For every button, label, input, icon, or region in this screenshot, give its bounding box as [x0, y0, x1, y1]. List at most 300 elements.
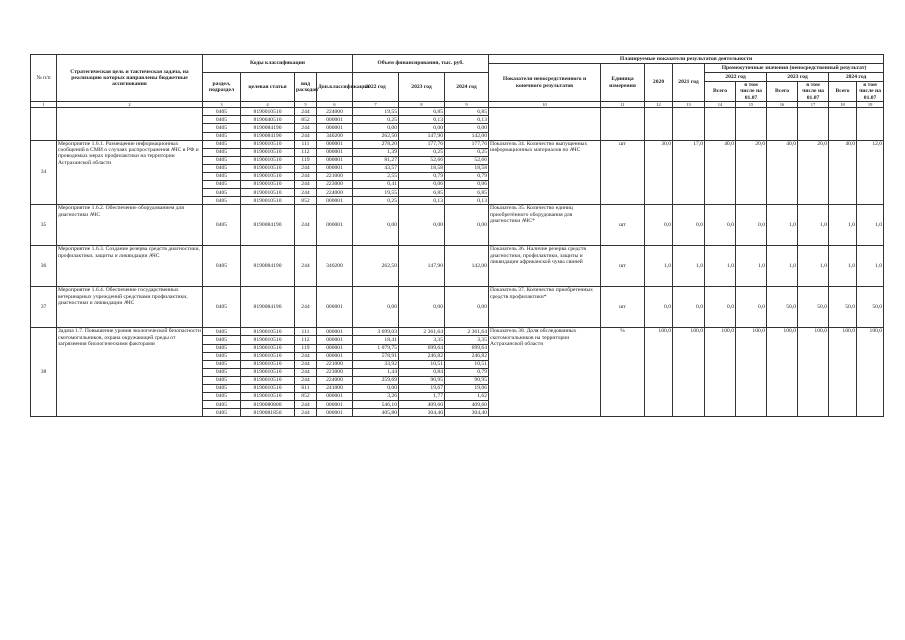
value-cell: 1,0 — [798, 246, 829, 287]
column-number: 19 — [857, 102, 884, 108]
razdel-cell: 0405 — [203, 116, 241, 124]
column-number: 6 — [317, 102, 353, 108]
value-cell: 1,0 — [829, 205, 857, 246]
celevaya-cell: 8190010510 — [241, 172, 295, 180]
unit-cell: шт — [601, 287, 645, 328]
razdel-cell: 0405 — [203, 148, 241, 156]
fin-2024-cell: 0,00 — [445, 287, 489, 328]
header-incl-2024: в том числе на 01.07 — [857, 82, 884, 102]
event-cell — [57, 108, 203, 140]
value-cell: 0,0 — [736, 287, 767, 328]
vid-cell: 244 — [295, 108, 317, 116]
celevaya-cell: 8190010510 — [241, 360, 295, 368]
razdel-cell: 0405 — [203, 124, 241, 132]
fin-2022-cell: 405,80 — [353, 409, 399, 417]
header-total-2024: Всего — [829, 82, 857, 102]
dop-cell: 000001 — [317, 116, 353, 124]
table-row — [31, 108, 884, 116]
celevaya-cell: 8190010510 — [241, 376, 295, 384]
vid-cell: 244 — [295, 360, 317, 368]
fin-2022-cell: 3,26 — [353, 393, 399, 401]
razdel-cell: 0405 — [203, 205, 241, 246]
razdel-cell: 0405 — [203, 197, 241, 205]
indicator-cell: Показатель 34. Количество выпущенных информационных материалов по АЧС — [489, 140, 601, 205]
fin-2022-cell: 0,00 — [353, 287, 399, 328]
indicator-cell: Показатель 35. Количество единиц приобретённого оборудования для диагностики АЧС* — [489, 205, 601, 246]
column-number: 15 — [736, 102, 767, 108]
dop-cell: 000001 — [317, 352, 353, 360]
column-number: 3 — [203, 102, 241, 108]
celevaya-cell: 8190081850 — [241, 409, 295, 417]
fin-2023-cell: 147,90 — [399, 132, 445, 140]
vid-cell: 852 — [295, 393, 317, 401]
event-cell: Мероприятие 1.6.1. Размещение информационных сообщений в СМИ о случаях распространения АЧС в РФ и проводимых мерах профилактики на территории Астраханской области — [57, 140, 203, 205]
fin-2024-cell: 1,62 — [445, 393, 489, 401]
value-cell — [645, 108, 673, 140]
event-cell: Мероприятие 1.6.2. Обеспечение оборудованием для диагностики АЧС — [57, 205, 203, 246]
table-row — [31, 287, 884, 328]
value-cell: 50,0 — [829, 287, 857, 328]
fin-2022-cell: 0,00 — [353, 124, 399, 132]
fin-2022-cell: 262,50 — [353, 246, 399, 287]
fin-2022-cell: 19,55 — [353, 189, 399, 197]
num-cell: 34 — [31, 140, 57, 205]
razdel-cell: 0405 — [203, 164, 241, 172]
dop-cell: 224000 — [317, 189, 353, 197]
value-cell — [673, 108, 705, 140]
fin-2023-cell: 0,00 — [399, 124, 445, 132]
header-2020: 2020 — [645, 64, 673, 102]
header-2022: 2022 год — [353, 73, 399, 102]
fin-2022-cell: 3 699,03 — [353, 328, 399, 336]
celevaya-cell: 8190010510 — [241, 352, 295, 360]
celevaya-cell: 8190084190 — [241, 124, 295, 132]
value-cell — [767, 108, 798, 140]
fin-2024-cell: 90,95 — [445, 376, 489, 384]
header-unit: Единица измерения — [601, 64, 645, 102]
fin-2022-cell: 262,50 — [353, 132, 399, 140]
event-cell: Мероприятие 1.6.3. Создание резерва средств диагностики, профилактики, защиты и ликвидации АЧС — [57, 246, 203, 287]
razdel-cell: 0405 — [203, 376, 241, 384]
value-cell: 100,0 — [857, 328, 884, 417]
vid-cell: 111 — [295, 140, 317, 148]
header-total-2023: Всего — [767, 82, 798, 102]
unit-cell: % — [601, 328, 645, 417]
fin-2023-cell: 0,79 — [399, 172, 445, 180]
razdel-cell: 0405 — [203, 409, 241, 417]
fin-2023-cell: 409,60 — [399, 401, 445, 409]
razdel-cell: 0405 — [203, 352, 241, 360]
header-i2023: 2023 год — [767, 73, 829, 82]
dop-cell: 000001 — [317, 393, 353, 401]
value-cell: 0,0 — [705, 287, 736, 328]
fin-2024-cell: 6,85 — [445, 108, 489, 116]
column-number: 4 — [241, 102, 295, 108]
header-i2024: 2024 год — [829, 73, 884, 82]
fin-2024-cell: 142,00 — [445, 132, 489, 140]
column-number: 11 — [601, 102, 645, 108]
event-cell: Задача 1.7. Повышение уровня экологической безопасности скотомогильников, охрана окружающей среды от загрязнения биологическими факторами — [57, 328, 203, 417]
fin-2022-cell: 19,55 — [353, 108, 399, 116]
value-cell: 40,0 — [829, 140, 857, 205]
value-cell: 100,0 — [829, 328, 857, 417]
celevaya-cell: 8190010510 — [241, 368, 295, 376]
fin-2024-cell: 304,40 — [445, 409, 489, 417]
header-finance: Объем финансирования, тыс. руб. — [353, 55, 489, 73]
value-cell: 0,0 — [673, 205, 705, 246]
celevaya-cell: 8190010510 — [241, 189, 295, 197]
unit-cell: шт — [601, 205, 645, 246]
budget-table — [30, 54, 884, 417]
vid-cell: 244 — [295, 409, 317, 417]
column-number: 13 — [673, 102, 705, 108]
fin-2022-cell: 0,25 — [353, 116, 399, 124]
vid-cell: 244 — [295, 287, 317, 328]
column-number: 12 — [645, 102, 673, 108]
dop-cell: 224000 — [317, 376, 353, 384]
fin-2024-cell: 142,00 — [445, 246, 489, 287]
column-number: 10 — [489, 102, 601, 108]
column-number: 9 — [445, 102, 489, 108]
column-number: 2 — [57, 102, 203, 108]
celevaya-cell: 8190010510 — [241, 385, 295, 393]
razdel-cell: 0405 — [203, 140, 241, 148]
celevaya-cell: 8190010510 — [241, 140, 295, 148]
value-cell: 0,0 — [645, 205, 673, 246]
num-cell: 37 — [31, 287, 57, 328]
fin-2024-cell: 246,82 — [445, 352, 489, 360]
num-cell: 35 — [31, 205, 57, 246]
dop-cell: 000001 — [317, 148, 353, 156]
dop-cell: 223000 — [317, 368, 353, 376]
value-cell: 1,0 — [705, 246, 736, 287]
fin-2023-cell: 90,95 — [399, 376, 445, 384]
fin-2024-cell: 0,79 — [445, 368, 489, 376]
value-cell — [857, 108, 884, 140]
header-2021: 2021 год — [673, 64, 705, 102]
table-row — [31, 328, 884, 336]
value-cell: 0,0 — [645, 287, 673, 328]
fin-2023-cell: 3,35 — [399, 336, 445, 344]
dop-cell: 000001 — [317, 140, 353, 148]
value-cell — [705, 108, 736, 140]
value-cell — [798, 108, 829, 140]
header-indicator: Показатели непосредственного и конечного результатов — [489, 64, 601, 102]
unit-cell: шт — [601, 246, 645, 287]
table-body — [31, 55, 884, 417]
fin-2024-cell: 3,35 — [445, 336, 489, 344]
celevaya-cell: 8190010510 — [241, 108, 295, 116]
dop-cell: 224000 — [317, 108, 353, 116]
fin-2023-cell: 0,25 — [399, 148, 445, 156]
header-razdel: раздел, подраздел — [203, 73, 241, 102]
header-total-2022: Всего — [705, 82, 736, 102]
column-number: 17 — [798, 102, 829, 108]
fin-2023-cell: 699,64 — [399, 344, 445, 352]
vid-cell: 244 — [295, 132, 317, 140]
header-intermediate: Промежуточные значения (непосредственный результат) — [705, 64, 884, 73]
fin-2024-cell: 2 361,64 — [445, 328, 489, 336]
vid-cell: 244 — [295, 401, 317, 409]
fin-2023-cell: 304,40 — [399, 409, 445, 417]
dop-cell: 000001 — [317, 197, 353, 205]
dop-cell: 000001 — [317, 336, 353, 344]
fin-2024-cell: 18,58 — [445, 164, 489, 172]
value-cell: 0,0 — [705, 205, 736, 246]
dop-cell: 223000 — [317, 181, 353, 189]
value-cell: 1,0 — [767, 246, 798, 287]
header-goal: Стратегическая цель и тактическая задача, на реализацию которых направлены бюджетные ассигнования — [57, 55, 203, 102]
header-dop: Доп.классификация — [317, 73, 353, 102]
dop-cell: 221000 — [317, 360, 353, 368]
celevaya-cell: 8190010510 — [241, 148, 295, 156]
num-cell: 38 — [31, 328, 57, 417]
razdel-cell: 0405 — [203, 401, 241, 409]
fin-2023-cell: 10,51 — [399, 360, 445, 368]
num-cell: 36 — [31, 246, 57, 287]
value-cell: 0,0 — [736, 205, 767, 246]
razdel-cell: 0405 — [203, 393, 241, 401]
celevaya-cell: 8190010510 — [241, 181, 295, 189]
fin-2022-cell: 1 079,75 — [353, 344, 399, 352]
indicator-cell: Показатель 36. Наличие резерва средств диагностики, профилактики, защиты и ликвидации африканской чумы свиней — [489, 246, 601, 287]
razdel-cell: 0405 — [203, 368, 241, 376]
fin-2024-cell: 19,06 — [445, 385, 489, 393]
fin-2024-cell: 0,00 — [445, 124, 489, 132]
dop-cell: 340200 — [317, 246, 353, 287]
celevaya-cell: 8190010510 — [241, 164, 295, 172]
fin-2024-cell: 0,00 — [445, 205, 489, 246]
value-cell: 100,0 — [798, 328, 829, 417]
vid-cell: 244 — [295, 164, 317, 172]
value-cell: 1,0 — [798, 205, 829, 246]
vid-cell: 119 — [295, 156, 317, 164]
fin-2022-cell: 2,55 — [353, 172, 399, 180]
fin-2023-cell: 0,13 — [399, 116, 445, 124]
header-incl-2023: в том числе на 01.07 — [798, 82, 829, 102]
vid-cell: 112 — [295, 148, 317, 156]
value-cell: 1,0 — [829, 246, 857, 287]
vid-cell: 244 — [295, 124, 317, 132]
dop-cell: 000001 — [317, 409, 353, 417]
dop-cell: 221000 — [317, 172, 353, 180]
celevaya-cell: 8190010510 — [241, 156, 295, 164]
razdel-cell: 0405 — [203, 385, 241, 393]
value-cell: 100,0 — [736, 328, 767, 417]
razdel-cell: 0405 — [203, 336, 241, 344]
vid-cell: 852 — [295, 116, 317, 124]
fin-2023-cell: 19,67 — [399, 385, 445, 393]
value-cell: 20,0 — [798, 140, 829, 205]
column-number: 5 — [295, 102, 317, 108]
celevaya-cell: 8190084190 — [241, 246, 295, 287]
fin-2024-cell: 409,60 — [445, 401, 489, 409]
celevaya-cell: 8190084190 — [241, 287, 295, 328]
fin-2022-cell: 0,25 — [353, 197, 399, 205]
value-cell: 100,0 — [673, 328, 705, 417]
value-cell: 100,0 — [767, 328, 798, 417]
fin-2023-cell: 0,06 — [399, 181, 445, 189]
razdel-cell: 0405 — [203, 246, 241, 287]
fin-2024-cell: 10,51 — [445, 360, 489, 368]
fin-2022-cell: 259,69 — [353, 376, 399, 384]
vid-cell: 611 — [295, 385, 317, 393]
vid-cell: 244 — [295, 376, 317, 384]
header-npp: № п/п — [31, 55, 57, 102]
value-cell: 20,0 — [736, 140, 767, 205]
value-cell: 40,0 — [767, 140, 798, 205]
dop-cell: 000001 — [317, 156, 353, 164]
table-row — [31, 205, 884, 246]
fin-2024-cell: 0,13 — [445, 197, 489, 205]
fin-2023-cell: 147,90 — [399, 246, 445, 287]
razdel-cell: 0405 — [203, 181, 241, 189]
table-row — [31, 140, 884, 148]
fin-2024-cell: 699,64 — [445, 344, 489, 352]
vid-cell: 244 — [295, 189, 317, 197]
fin-2023-cell: 0,00 — [399, 287, 445, 328]
fin-2022-cell: 81,27 — [353, 156, 399, 164]
fin-2022-cell: 0,41 — [353, 181, 399, 189]
razdel-cell: 0405 — [203, 156, 241, 164]
value-cell: 17,0 — [673, 140, 705, 205]
fin-2023-cell: 52,66 — [399, 156, 445, 164]
column-number: 7 — [353, 102, 399, 108]
column-number: 8 — [399, 102, 445, 108]
vid-cell: 852 — [295, 197, 317, 205]
value-cell: 50,0 — [767, 287, 798, 328]
razdel-cell: 0405 — [203, 287, 241, 328]
vid-cell: 244 — [295, 205, 317, 246]
fin-2024-cell: 0,79 — [445, 172, 489, 180]
indicator-cell: Показатель 38. Доля обследованных скотомогильников на территории Астраханской области — [489, 328, 601, 417]
razdel-cell: 0405 — [203, 360, 241, 368]
fin-2022-cell: 43,57 — [353, 164, 399, 172]
celevaya-cell: 8190010510 — [241, 344, 295, 352]
razdel-cell: 0405 — [203, 328, 241, 336]
fin-2022-cell: 546,10 — [353, 401, 399, 409]
value-cell — [736, 108, 767, 140]
razdel-cell: 0405 — [203, 132, 241, 140]
vid-cell: 112 — [295, 336, 317, 344]
celevaya-cell: 8190010510 — [241, 393, 295, 401]
value-cell: 1,0 — [736, 246, 767, 287]
value-cell: 1,0 — [767, 205, 798, 246]
celevaya-cell: 8190084190 — [241, 132, 295, 140]
celevaya-cell: 8190084190 — [241, 205, 295, 246]
vid-cell: 111 — [295, 328, 317, 336]
value-cell: 100,0 — [645, 328, 673, 417]
fin-2023-cell: 6,85 — [399, 189, 445, 197]
value-cell: 0,0 — [673, 287, 705, 328]
vid-cell: 244 — [295, 246, 317, 287]
celevaya-cell: 8190040510 — [241, 116, 295, 124]
fin-2022-cell: 1,44 — [353, 368, 399, 376]
header-i2022: 2022 год — [705, 73, 767, 82]
num-cell — [31, 108, 57, 140]
celevaya-cell: 8190010510 — [241, 328, 295, 336]
dop-cell: 241000 — [317, 385, 353, 393]
value-cell: 1,0 — [673, 246, 705, 287]
value-cell: 1,0 — [857, 246, 884, 287]
dop-cell: 000001 — [317, 164, 353, 172]
column-number: 1 — [31, 102, 57, 108]
celevaya-cell: 8190010510 — [241, 336, 295, 344]
header-incl-2022: в том числе на 01.07 — [736, 82, 767, 102]
column-number: 16 — [767, 102, 798, 108]
razdel-cell: 0405 — [203, 189, 241, 197]
vid-cell: 244 — [295, 352, 317, 360]
column-number: 18 — [829, 102, 857, 108]
fin-2023-cell: 2 361,64 — [399, 328, 445, 336]
vid-cell: 119 — [295, 344, 317, 352]
fin-2024-cell: 52,66 — [445, 156, 489, 164]
fin-2023-cell: 0,00 — [399, 205, 445, 246]
value-cell: 100,0 — [705, 328, 736, 417]
vid-cell: 244 — [295, 172, 317, 180]
dop-cell: 340200 — [317, 132, 353, 140]
header-celevaya: целевая статья — [241, 73, 295, 102]
value-cell: 1,0 — [645, 246, 673, 287]
indicator-cell: Показатель 37. Количество приобретенных средств профилактики* — [489, 287, 601, 328]
value-cell: 50,0 — [798, 287, 829, 328]
dop-cell: 000001 — [317, 328, 353, 336]
razdel-cell: 0405 — [203, 108, 241, 116]
header-planned: Планируемые показатели результатов деятельности — [489, 55, 884, 64]
budget-document — [30, 54, 883, 417]
table-row — [31, 246, 884, 287]
fin-2022-cell: 0,00 — [353, 205, 399, 246]
celevaya-cell: 8190010510 — [241, 197, 295, 205]
value-cell — [829, 108, 857, 140]
celevaya-cell: 8190080800 — [241, 401, 295, 409]
header-vid: вид расходов — [295, 73, 317, 102]
fin-2022-cell: 278,20 — [353, 140, 399, 148]
value-cell: 30,0 — [645, 140, 673, 205]
vid-cell: 244 — [295, 181, 317, 189]
value-cell: 12,0 — [857, 140, 884, 205]
fin-2024-cell: 0,13 — [445, 116, 489, 124]
header-codes: Коды классификации — [203, 55, 353, 73]
dop-cell: 000001 — [317, 287, 353, 328]
fin-2024-cell: 0,06 — [445, 181, 489, 189]
fin-2024-cell: 6,85 — [445, 189, 489, 197]
vid-cell: 244 — [295, 368, 317, 376]
fin-2023-cell: 1,77 — [399, 393, 445, 401]
razdel-cell: 0405 — [203, 172, 241, 180]
fin-2024-cell: 0,25 — [445, 148, 489, 156]
razdel-cell: 0405 — [203, 344, 241, 352]
fin-2023-cell: 18,58 — [399, 164, 445, 172]
value-cell: 40,0 — [705, 140, 736, 205]
fin-2022-cell: 0,00 — [353, 385, 399, 393]
fin-2022-cell: 1,39 — [353, 148, 399, 156]
fin-2022-cell: 578,91 — [353, 352, 399, 360]
unit-cell: шт — [601, 140, 645, 205]
fin-2023-cell: 0,13 — [399, 197, 445, 205]
fin-2022-cell: 18,41 — [353, 336, 399, 344]
dop-cell: 000001 — [317, 344, 353, 352]
fin-2024-cell: 177,76 — [445, 140, 489, 148]
fin-2023-cell: 246,82 — [399, 352, 445, 360]
dop-cell: 000001 — [317, 124, 353, 132]
value-cell: 1,0 — [857, 205, 884, 246]
fin-2023-cell: 0,84 — [399, 368, 445, 376]
dop-cell: 000001 — [317, 401, 353, 409]
dop-cell: 000001 — [317, 205, 353, 246]
fin-2022-cell: 33,92 — [353, 360, 399, 368]
fin-2023-cell: 177,76 — [399, 140, 445, 148]
